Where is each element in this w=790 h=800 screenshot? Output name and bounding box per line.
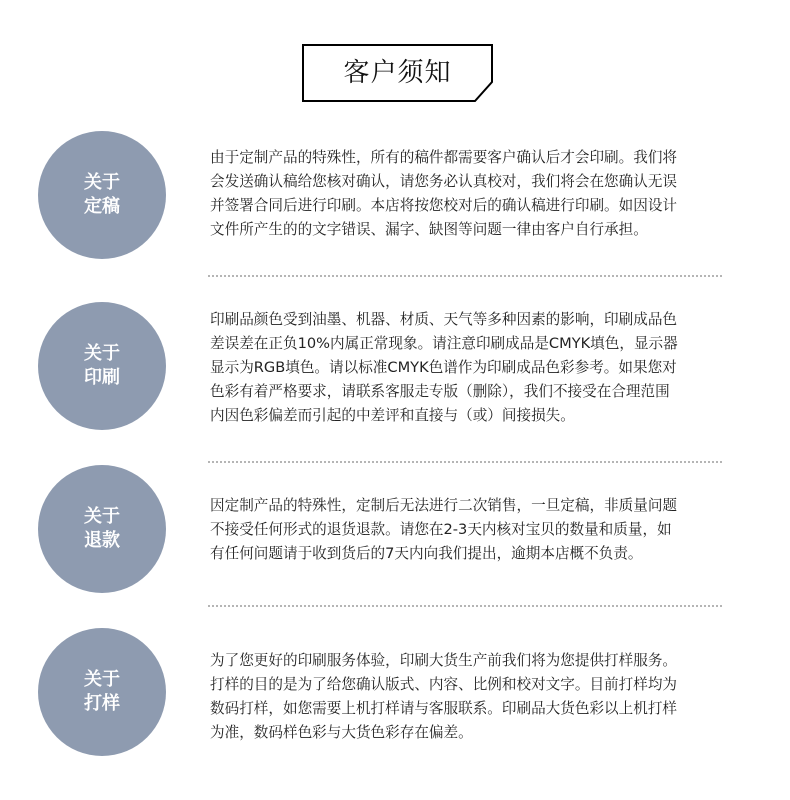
section-badge-confirm-draft	[38, 131, 166, 259]
body-line: 并签署合同后进行印刷。本店将按您校对后的确认稿进行印刷。如因设计	[210, 197, 678, 214]
body-line: 由于定制产品的特殊性，所有的稿件都需要客户确认后才会印刷。我们将	[210, 149, 678, 166]
body-line: 有任何问题请于收到货后的7天内向我们提出，逾期本店概不负责。	[210, 545, 643, 562]
badge-line-2: 印刷	[84, 367, 120, 388]
badge-line-2: 退款	[84, 530, 120, 551]
section-badge-proofing	[38, 628, 166, 756]
badge-line-2: 定稿	[84, 196, 120, 217]
body-line: 为准，数码样色彩与大货色彩存在偏差。	[210, 724, 473, 741]
section-divider	[208, 461, 722, 463]
body-line: 内因色彩偏差而引起的中差评和直接与（或）间接损失。	[210, 407, 575, 424]
section-badge-refund	[38, 465, 166, 593]
section-body-printing	[210, 308, 730, 428]
body-line: 不接受任何形式的退货退款。请您在2-3天内核对宝贝的数量和质量，如	[210, 521, 672, 538]
body-line: 打样的目的是为了给您确认版式、内容、比例和校对文字。目前打样均为	[210, 676, 678, 693]
section-badge-printing	[38, 302, 166, 430]
section-body-refund	[210, 494, 730, 566]
badge-line-1: 关于	[84, 172, 120, 193]
body-line: 因定制产品的特殊性，定制后无法进行二次销售，一旦定稿，非质量问题	[210, 497, 678, 514]
section-body-confirm-draft	[210, 146, 730, 242]
badge-line-2: 打样	[84, 693, 120, 714]
body-line: 数码打样，如您需要上机打样请与客服联系。印刷品大货色彩以上机打样	[210, 700, 678, 717]
badge-line-1: 关于	[84, 669, 120, 690]
body-line: 为了您更好的印刷服务体验，印刷大货生产前我们将为您提供打样服务。	[210, 652, 678, 669]
body-line: 印刷品颜色受到油墨、机器、材质、天气等多种因素的影响，印刷成品色	[210, 311, 678, 328]
badge-line-1: 关于	[84, 506, 120, 527]
section-divider	[208, 605, 722, 607]
body-line: 文件所产生的的文字错误、漏字、缺图等问题一律由客户自行承担。	[210, 221, 648, 238]
title-box	[302, 44, 493, 102]
badge-line-1: 关于	[84, 343, 120, 364]
body-line: 差误差在正负10%内属正常现象。请注意印刷成品是CMYK填色，显示器	[210, 335, 678, 352]
section-body-proofing	[210, 649, 730, 745]
body-line: 色彩有着严格要求，请联系客服走专版（删除），我们不接受在合理范围	[210, 383, 670, 400]
body-line: 显示为RGB填色。请以标准CMYK色谱作为印刷成品色彩参考。如果您对	[210, 359, 677, 376]
page-title: 客户须知	[343, 58, 452, 88]
body-line: 会发送确认稿给您核对确认，请您务必认真校对，我们将会在您确认无误	[210, 173, 678, 190]
section-divider	[208, 275, 722, 277]
